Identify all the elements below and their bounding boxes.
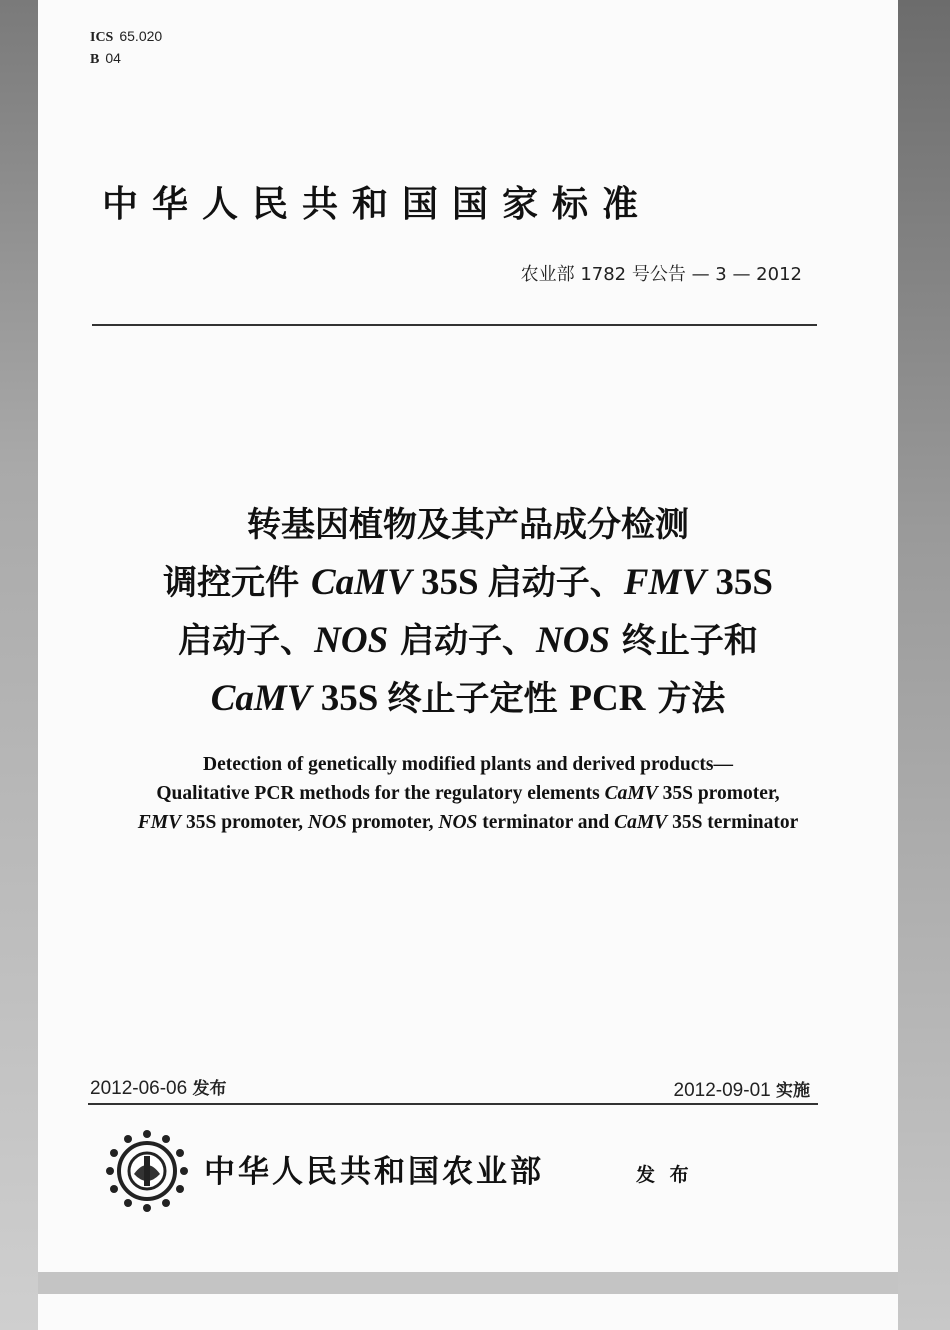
cn-title-line-1: 转基因植物及其产品成分检测 <box>247 505 689 545</box>
cn-title-line-2: 调控元件 CaMV 35S 启动子、FMV 35S <box>163 562 773 603</box>
issue-date: 2012-06-06 发布 <box>90 1078 227 1099</box>
ics-code: ICS 65.020 <box>90 28 163 45</box>
classification-codes <box>90 26 162 70</box>
implementation-date: 2012-09-01 实施 <box>673 1080 810 1101</box>
chinese-title <box>38 496 898 728</box>
standard-number: 农业部 1782 号公告 — 3 — 2012 <box>520 264 802 285</box>
ministry-issue-label: 发 布 <box>636 1164 693 1186</box>
issuing-ministry: 中华人民共和国农业部 <box>204 1154 544 1190</box>
en-title-line-2: Qualitative PCR methods for the regulatory elements CaMV 35S promoter, <box>156 783 780 804</box>
viewer-right-shadow <box>898 0 950 1330</box>
footer-divider <box>88 1103 818 1105</box>
document-page <box>38 0 898 1272</box>
next-page-preview <box>38 1294 898 1330</box>
cn-title-line-3: 启动子、NOS 启动子、NOS 终止子和 <box>178 620 758 661</box>
en-title-line-3: FMV 35S promoter, NOS promoter, NOS terminator and CaMV 35S terminator <box>137 812 799 833</box>
viewer-left-shadow <box>0 0 38 1330</box>
standard-title: 中华人民共和国国家标准 <box>102 184 653 225</box>
ccs-code: B 04 <box>90 50 121 67</box>
cn-title-line-4: CaMV 35S 终止子定性 PCR 方法 <box>210 678 726 719</box>
en-title-line-1: Detection of genetically modified plants and derived products— <box>203 754 733 775</box>
ministry-emblem-icon <box>104 1128 190 1214</box>
english-title <box>38 750 898 837</box>
header-divider <box>92 324 817 326</box>
